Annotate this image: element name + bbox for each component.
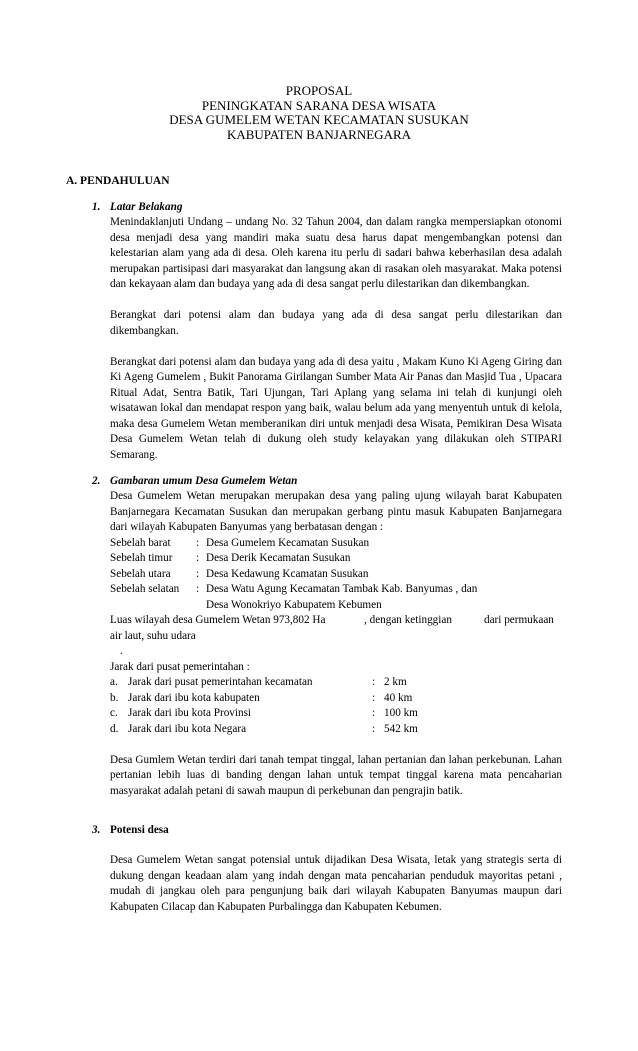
area-line-2: air laut, suhu udara — [110, 629, 196, 642]
distance-row — [110, 675, 562, 691]
border-sep: : — [196, 536, 200, 549]
border-value: Desa Wonokriyo Kabupatem Kebumen — [206, 598, 382, 611]
distance-row — [110, 706, 562, 722]
distance-colon: : — [372, 691, 376, 704]
border-row — [110, 567, 562, 583]
border-value: Desa Kedawung Kcamatan Susukan — [206, 567, 369, 580]
distance-colon: : — [372, 676, 376, 688]
distance-colon: : — [372, 722, 376, 735]
section-1-heading: Latar Belakang — [110, 201, 183, 213]
distance-value: 100 km — [384, 707, 418, 719]
section-heading-pendahuluan: A. PENDAHULUAN — [66, 175, 170, 187]
distance-list — [110, 675, 562, 737]
distance-label: Jarak dari ibu kota kabupaten — [128, 691, 260, 704]
distance-value: 2 km — [384, 676, 407, 688]
distance-value: 40 km — [384, 691, 413, 704]
area-line — [110, 613, 562, 629]
distance-letter: b. — [110, 691, 119, 704]
distance-label: Jarak dari ibu kota Provinsi — [128, 707, 252, 719]
paragraph: Berangkat dari potensi alam dan budaya yang ada di desa sangat perlu dilestarikan dan dikembangkan. — [110, 309, 562, 337]
area-text: Luas wilayah desa Gumelem Wetan 973,802 Ha — [110, 614, 326, 626]
border-label: Sebelah selatan — [110, 583, 180, 595]
title-line-1: PROPOSAL — [285, 83, 353, 98]
distance-intro: Jarak dari pusat pemerintahan : — [110, 660, 250, 673]
dot-line: . — [120, 645, 123, 657]
distance-row — [110, 691, 562, 707]
border-label: Sebelah barat — [110, 536, 171, 549]
border-row — [110, 582, 562, 598]
border-list — [110, 536, 562, 614]
distance-letter: a. — [110, 676, 118, 688]
paragraph: Menindaklanjuti Undang – undang No. 32 Tahun 2004, dan dalam rangka mempersiapkan otonomi desa menjadi desa yang mandiri maka suatu desa harus dapat mengembangkan potensi dan kelestarian alam yang ada di desa. Oleh karena itu perlu di sadari bahwa keberhasilan desa adalah merupakan partisipasi dari masyarakat dan langsung akan di rasakan oleh masyarakat. Maka potensi dan kekayaan alam dan budaya yang ada di desa sangat perlu dilestarikan dan dikembangkan. — [110, 216, 562, 290]
border-row — [110, 551, 562, 567]
section-3-heading: Potensi desa — [110, 824, 169, 836]
distance-row — [110, 722, 562, 738]
section-1-number: 1. — [92, 201, 101, 213]
section-3-body — [110, 853, 562, 915]
border-value: Desa Watu Agung Kecamatan Tambak Kab. Banyumas , dan — [206, 583, 478, 595]
section-1-body — [110, 215, 562, 463]
paragraph: Desa Gumelem Wetan merupakan merupakan desa yang paling ujung wilayah barat Kabupaten Banjarnegara Kecamatan Susukan dan merupakan gerbang pintu masuk Kabupaten Banjarnegara dari wilayah Kabupaten Banyumas yang berbatasan dengan : — [110, 490, 562, 533]
section-3-number: 3. — [92, 824, 101, 836]
distance-label: Jarak dari ibu kota Negara — [128, 722, 247, 735]
section-2-heading: Gambaran umum Desa Gumelem Wetan — [110, 475, 298, 487]
title-line-4: KABUPATEN BANJARNEGARA — [226, 126, 412, 142]
distance-letter: d. — [110, 722, 119, 735]
border-sep: : — [196, 567, 200, 580]
paragraph: Desa Gumlem Wetan terdiri dari tanah tempat tinggal, lahan pertanian dan lahan perkebunan. Lahan pertanian lebih luas di banding dengan lahan untuk tempat tinggal karena mata pencaharian masyarakat adalah petani di sawah maupun di perkebunan dan pengrajin batik. — [110, 753, 562, 797]
border-value: Desa Gumelem Kecamatan Susukan — [206, 536, 370, 549]
title-line-2: PENINGKATAN SARANA DESA WISATA — [201, 97, 437, 113]
border-label: Sebelah timur — [110, 552, 173, 564]
distance-letter: c. — [110, 707, 118, 719]
area-sea-level: dari permukaan — [484, 614, 554, 626]
border-row — [110, 536, 562, 552]
paragraph: Desa Gumelem Wetan sangat potensial untuk dijadikan Desa Wisata, letak yang strategis serta di dukung dengan keadaan alam yang indah dengan mata pencaharian penduduk mayoritas petani , mudah di jangkau oleh para pengunjung baik dari wilayah Kabupaten Banyumas maupun dari Kabupaten Cilacap dan Kabupaten Purbalingga dan Kabupaten Kebumen. — [110, 854, 562, 913]
section-2-body — [110, 489, 562, 799]
distance-label: Jarak dari pusat pemerintahan kecamatan — [128, 676, 313, 688]
border-label: Sebelah utara — [110, 567, 171, 580]
border-sep: : — [196, 583, 200, 595]
border-value: Desa Derik Kecamatan Susukan — [206, 552, 351, 564]
document-title — [0, 84, 638, 142]
title-line-3: DESA GUMELEM WETAN KECAMATAN SUSUKAN — [169, 112, 469, 127]
section-2-number: 2. — [92, 475, 101, 487]
border-row — [110, 598, 562, 614]
paragraph: Berangkat dari potensi alam dan budaya yang ada di desa yaitu , Makam Kuno Ki Ageng Giring dan Ki Ageng Gumelem , Bukit Panorama Girilangan Sumber Mata Air Panas dan Masjid Tua , Upacara Ritual Adat, Sentra Batik, Tari Ujungan, Tari Aplang yang selama ini telah di kunjungi oleh wisatawan lokal dan mendapat respon yang baik, walau belum ada yang menyentuh untuk di kelola, maka desa Gumelem Wetan memberanikan diri untuk menjadi desa Wisata, Pemikiran Desa Wisata Desa Gumelem Wetan telah di dukung oleh study kelayakan yang dilakukan oleh STIPARI Semarang. — [110, 355, 562, 461]
distance-value: 542 km — [384, 722, 418, 735]
border-sep: : — [196, 552, 200, 564]
distance-colon: : — [372, 707, 376, 719]
area-elevation: , dengan ketinggian — [364, 614, 452, 626]
